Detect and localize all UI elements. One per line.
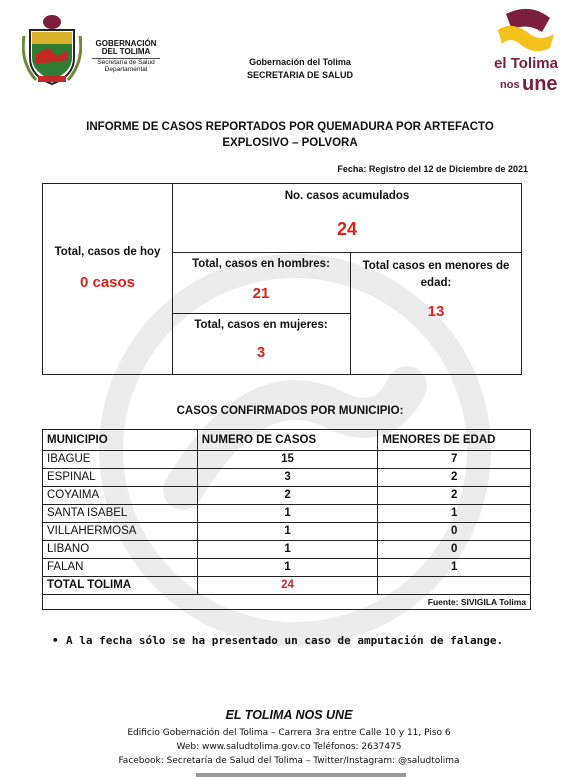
minors-value: 13: [427, 303, 445, 320]
table-source-row: [43, 595, 531, 610]
total-label: TOTAL TOLIMA: [43, 577, 198, 595]
cell-municipio: IBAGUE: [43, 451, 198, 469]
footer-address: Edificio Gobernación del Tolima – Carrera 3ra entre Calle 10 y 11, Piso 6: [127, 728, 451, 738]
center-header: [205, 56, 395, 82]
cell-casos: 1: [197, 559, 378, 577]
men-value: 21: [252, 285, 270, 302]
cell-casos: 15: [197, 451, 378, 469]
document-header: [0, 0, 578, 100]
cell-municipio: VILLAHERMOSA: [43, 523, 198, 541]
cell-menores: 0: [378, 541, 531, 559]
gov-line-1: GOBERNACIÓN: [95, 39, 157, 48]
table-row: [43, 541, 531, 559]
today-value: 0 casos: [79, 274, 136, 291]
brand-une: une: [522, 73, 558, 95]
table-source: Fuente: SIVIGILA Tolima: [43, 595, 531, 610]
header-menores: MENORES DE EDAD: [378, 430, 531, 451]
total-empty-cell: [378, 577, 531, 595]
municipios-title: CASOS CONFIRMADOS POR MUNICIPIO:: [176, 405, 404, 417]
cell-casos: 1: [197, 541, 378, 559]
document-footer: [0, 708, 578, 769]
table-row: [43, 487, 531, 505]
note-text: A la fecha sólo se ha presentado un caso de amputación de falange.: [66, 634, 504, 647]
today-label: Total, casos de hoy: [54, 246, 161, 258]
tolima-coat-of-arms-icon: [22, 14, 82, 86]
report-title-line-1: INFORME DE CASOS REPORTADOS POR QUEMADURA POR ARTEFACTO: [86, 121, 494, 133]
cell-casos: 1: [197, 505, 378, 523]
bullet-icon: •: [52, 634, 59, 647]
total-value: 24: [197, 577, 378, 595]
cell-municipio: ESPINAL: [43, 469, 198, 487]
table-row: [43, 469, 531, 487]
cell-municipio: FALAN: [43, 559, 198, 577]
header-municipio: MUNICIPIO: [43, 430, 198, 451]
table-header-row: [43, 430, 531, 451]
accumulated-value: 24: [336, 219, 358, 239]
gov-line-3: Secretaría de Salud: [97, 58, 155, 66]
cell-municipio: LIBANO: [43, 541, 198, 559]
cell-municipio: COYAIMA: [43, 487, 198, 505]
table-row: [43, 559, 531, 577]
accumulated-label: No. casos acumulados: [284, 190, 410, 202]
municipios-table: [42, 429, 531, 610]
gov-line-4: Departamental: [104, 65, 148, 73]
cell-menores: 1: [378, 505, 531, 523]
cell-casos: 1: [197, 523, 378, 541]
table-row: [43, 505, 531, 523]
brand-nos: nos: [500, 79, 520, 91]
center-line-2: SECRETARIA DE SALUD: [246, 70, 353, 81]
cell-menores: 1: [378, 559, 531, 577]
table-row: [43, 523, 531, 541]
gobernacion-text-block: [86, 40, 166, 73]
cell-menores: 7: [378, 451, 531, 469]
summary-divider-h2: [172, 313, 350, 314]
footer-web-phone: Web: www.saludtolima.gov.co Teléfonos: 2637475: [176, 741, 402, 752]
el-tolima-nos-une-logo: [490, 4, 562, 96]
cell-menores: 2: [378, 487, 531, 505]
women-label: Total, casos en mujeres:: [194, 319, 328, 331]
table-total-row: [43, 577, 531, 595]
bottom-scroll-bar[interactable]: [196, 773, 406, 777]
minors-label: Total casos en menores de edad:: [362, 260, 510, 289]
summary-divider-h1: [172, 252, 521, 253]
summary-box: [42, 183, 522, 375]
report-title: [40, 120, 540, 151]
table-row: [43, 451, 531, 469]
amputation-note: [52, 634, 532, 649]
cell-menores: 2: [378, 469, 531, 487]
gov-line-2: DEL TOLIMA: [101, 47, 151, 57]
footer-slogan: EL TOLIMA NOS UNE: [225, 708, 353, 722]
header-numero-casos: NUMERO DE CASOS: [197, 430, 378, 451]
cell-municipio: SANTA ISABEL: [43, 505, 198, 523]
brand-line-1: el Tolima: [494, 55, 558, 72]
cell-casos: 2: [197, 487, 378, 505]
report-date: Fecha: Registro del 12 de Diciembre de 2021: [337, 164, 528, 174]
footer-social: Facebook: Secretaría de Salud del Tolima – Twitter/Instagram: @saludtolima: [118, 755, 460, 766]
center-line-1: Gobernación del Tolima: [249, 57, 351, 67]
cell-casos: 3: [197, 469, 378, 487]
report-title-line-2: EXPLOSIVO – POLVORA: [222, 136, 358, 149]
cell-menores: 0: [378, 523, 531, 541]
men-label: Total, casos en hombres:: [192, 258, 330, 270]
women-value: 3: [256, 344, 266, 361]
